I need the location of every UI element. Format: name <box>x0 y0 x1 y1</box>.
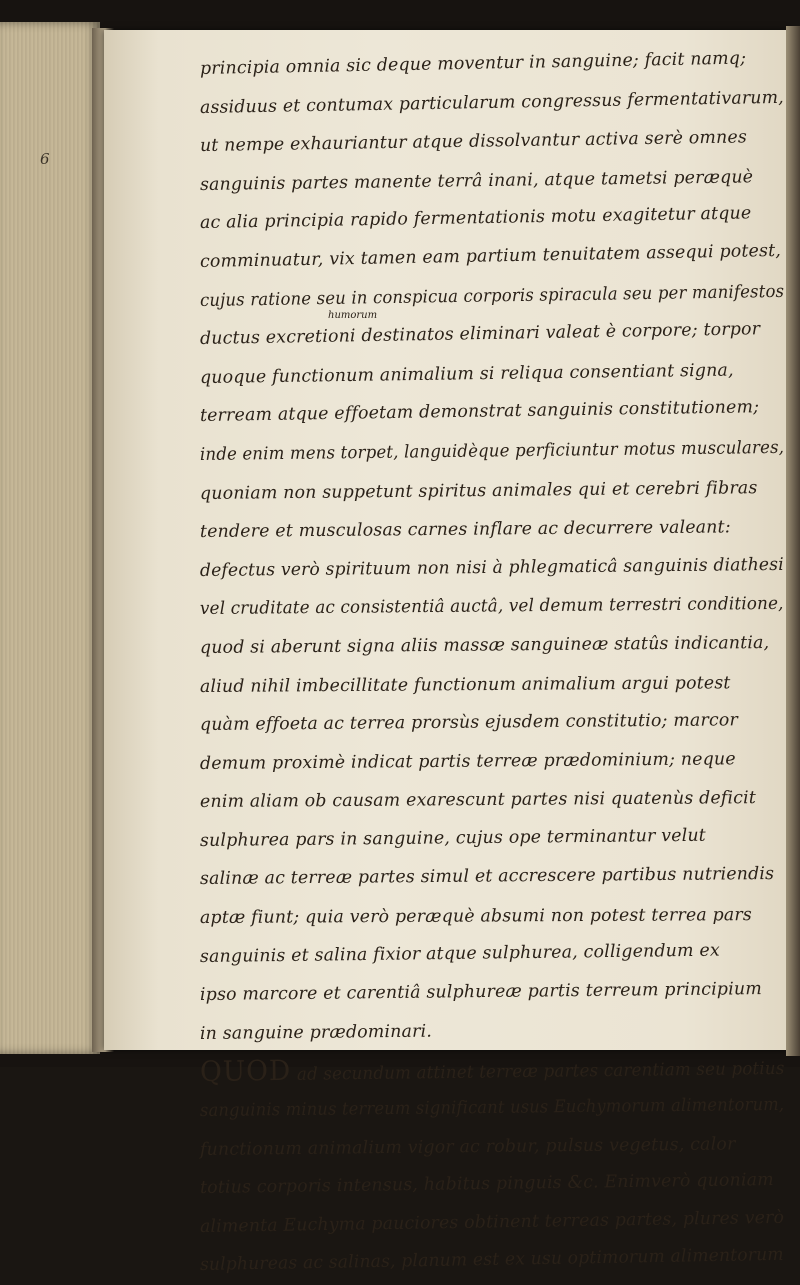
manuscript-line: ac alia principia rapido fermentationis motu exagitetur atque <box>199 203 752 234</box>
folio-mark: 6 <box>40 150 50 168</box>
manuscript-line: defectus verò spirituum non nisi à phlegmaticâ sanguinis diathesi <box>199 554 784 581</box>
manuscript-line: aptæ fiunt; quia verò peræquè absumi non potest terrea pars <box>199 905 753 929</box>
manuscript-line: demum proximè indicat partis terreæ prædominium; neque <box>199 749 736 774</box>
manuscript-line: sanguinis et salina fixior atque sulphurea, colligendum ex <box>199 940 720 967</box>
page-stack-edge <box>0 22 100 1054</box>
manuscript-line: quod si aberunt signa aliis massæ sanguineæ statûs indicantia, <box>199 632 770 658</box>
manuscript-line: quoniam non suppetunt spiritus animales qui et cerebri fibras <box>199 477 758 504</box>
manuscript-line: alimenta Euchyma pauciores obtinent terreas partes, plures verò <box>199 1207 785 1237</box>
paragraph-initial-word: QUOD <box>199 1054 292 1089</box>
manuscript-line: terream atque effoetam demonstrat sanguinis constitutionem; <box>199 397 760 427</box>
manuscript-line: in sanguine prædominari. <box>199 1021 433 1044</box>
manuscript-line: aliud nihil imbecillitate functionum animalium argui potest <box>199 672 731 697</box>
paragraph-opening-text: ad secundum attinet terreæ partes carentiam seu potius <box>296 1059 785 1086</box>
paragraph-opening-line <box>199 1047 785 1092</box>
manuscript-line: assiduus et contumax particularum congressus fermentativarum, <box>199 87 785 118</box>
manuscript-line: sulphurea pars in sanguine, cujus ope terminantur velut <box>199 825 707 851</box>
manuscript-line: quàm effoeta ac terrea prorsùs ejusdem constitutio; marcor <box>199 710 739 736</box>
manuscript-line: tendere et musculosas carnes inflare ac decurrere valeant: <box>199 517 731 543</box>
manuscript-line: ut nempe exhauriantur atque dissolvantur activa serè omnes <box>199 127 748 157</box>
manuscript-text <box>200 50 790 1285</box>
manuscript-line: vel cruditate ac consistentiâ auctâ, vel demum terrestri conditione, <box>199 594 784 620</box>
manuscript-line: inde enim mens torpet, languidèque perficiuntur motus musculares, <box>199 437 785 465</box>
manuscript-line: salinæ ac terreæ partes simul et accrescere partibus nutriendis <box>199 864 775 890</box>
interlinear-insertion: humorum <box>328 310 378 322</box>
manuscript-line: sulphureas ac salinas, planum est ex usu optimorum alimentorum <box>199 1245 784 1276</box>
manuscript-line: sanguinis minus terreum significant usus Euchymorum alimentorum, <box>199 1094 785 1122</box>
manuscript-line: principia omnia sic deque moventur in sanguine; facit namq; <box>199 48 747 79</box>
manuscript-line: ipso marcore et carentiâ sulphureæ partis terreum principium <box>199 979 763 1006</box>
manuscript-line: enim aliam ob causam exarescunt partes nisi quatenùs deficit <box>199 788 757 813</box>
manuscript-line: cujus ratione seu in conspicua corporis spiracula seu per manifestos <box>199 281 785 311</box>
manuscript-line: comminuatur, vix tamen eam partium tenuitatem assequi potest, <box>199 240 782 272</box>
manuscript-line: quoque functionum animalium si reliqua consentiant signa, <box>199 360 734 388</box>
manuscript-line: totius corporis intensus, habitus pinguis &c. Enimverò quoniam <box>199 1170 774 1199</box>
manuscript-line: sanguinis partes manente terrâ inani, atque tametsi peræquè <box>199 167 754 195</box>
manuscript-line: functionum animalium vigor ac robur, pulsus vegetus, calor <box>199 1134 736 1160</box>
manuscript-line: ductus excretioni destinatos eliminari valeat è corpore; torpor <box>199 319 761 350</box>
